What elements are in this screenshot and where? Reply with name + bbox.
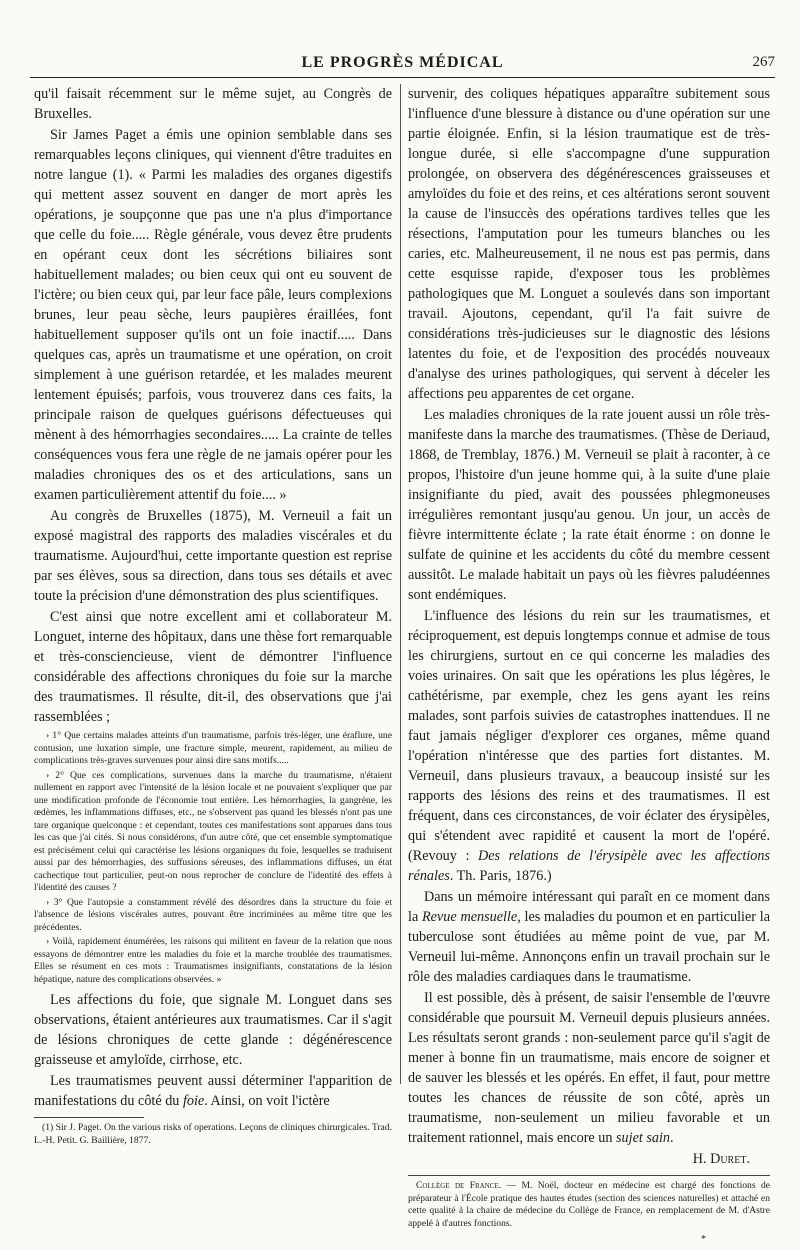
column-divider — [400, 84, 401, 1084]
running-header — [30, 54, 775, 78]
paragraph: C'est ainsi que notre excellent ami et collaborateur M. Longuet, interne des hôpitaux, dans une thèse fort remarquable et très-consciencieuse, vient de démontrer l'influence considérable des affections chroniques du foie sur la marche des traumatismes. Il résulte, dit-il, des observations que j'ai rassemblées ; — [34, 609, 392, 725]
journal-title: LE PROGRÈS MÉDICAL — [301, 54, 504, 71]
text-run: . — [670, 1130, 674, 1146]
news-item — [408, 1180, 770, 1230]
paragraph — [34, 1071, 392, 1111]
paragraph: Au congrès de Bruxelles (1875), M. Verneuil a fait un exposé magistral des rapports des maladies viscérales et du traumatisme. Aujourd'hui, cette importante question est reprise par ses élèves, sous sa direction, dans tous ses détails et avec toute la précision d'une démonstration des plus scientifiques. — [34, 508, 392, 604]
paragraph: Les maladies chroniques de la rate jouent aussi un rôle très-manifeste dans la marche des traumatismes. (Thèse de Deriaud, 1868, de Tremblay, 1876.) M. Verneuil se plait à raconter, à ce propos, l'histoire d'un jeune homme qui, à la suite d'une plaie insignifiante du pied, avait des poussées phlegmoneuses irrégulières remontant jusqu'au genou. Un jour, un accès de fièvre intermittente éclate ; la rate était énorme : on donne le sulfate de quinine et les accidents du côté du membre cessent aussitôt. Le malade habitait un pays où les fièvres paludéennes sont endémiques. — [408, 407, 770, 603]
paragraph — [408, 606, 770, 886]
author-signature: H. Duret. — [692, 1151, 750, 1167]
quoted-item: › Voilà, rapidement énumérées, les raisons qui militent en faveur de la relation que nous essayons de démontrer entre les maladies du foie et la marche troublée des traumatismes. Elles se résument en ces mots : Traumatismes insignifiants, constatations de la lésion hépatique, nature des complications observées. » — [34, 936, 392, 985]
text-run: L'influence des lésions du rein sur les traumatismes, et réciproquement, est depuis longtemps connue et admise de tous les chirurgiens, surtout en ce qui concerne les maladies des voies urinaires. On sait que les opérations les plus légères, le cathétérisme, par exemple, chez les gens ayant les reins malades, sont parfois suivies de catastrophes inattendues. Il ne faut jamais négliger d'explorer ces organes, même quand l'opération n'intéresse que des parties fort distantes. M. Verneuil, dans plusieurs travaux, a beaucoup insisté sur les rapports des lésions des reins et des traumatismes. Il est fréquent, dans ces circonstances, de voir éclater des érysipèles, qui s'étendent avec rapidité et causent la mort de l'opéré. (Revouy : — [408, 608, 770, 864]
paragraph: qu'il faisait récemment sur le même sujet, au Congrès de Bruxelles. — [34, 86, 392, 122]
end-mark: * — [701, 1234, 706, 1245]
paragraph: Les affections du foie, que signale M. Longuet dans ses observations, étaient antérieures aux traumatismes. Car il s'agit de lésions chroniques de cette glande : dégénérescence graisseuse et amyloïde, cirrhose, etc. — [34, 992, 392, 1068]
paragraph: Sir James Paget a émis une opinion semblable dans ses remarquables leçons cliniques, qui viennent d'être traduites en notre langue (1). « Parmi les maladies des organes digestifs qui mettent assez souvent en danger de mort après les opérations, je soupçonne que pas une n'a plus d'importance que celle du foie..... Règle générale, vous devez être prudents en opérant ceux dont les sécrétions biliaires sont habituellement malades; ou bien ceux qui ont eu souvent de l'ictère; ou bien ceux qui, par leur face pâle, leurs complexions brunes, leur peau sèche, leurs paupières éraillées, font habituellement supposer qu'ils ont un foie inactif..... Dans quelques cas, après un traumatisme et une opération, on croit simplement à une guérison retardée, et les malades meurent lentement épuisés; parfois, vous trouverez dans ces faits, la principale raison de quelques guérisons défectueuses qui mènent à des hémorrhagies secondaires..... La crainte de telles conséquences vous fera une règle de ne jamais opérer pour les maladies chroniques des os et des articulations, sans un examen particulièrement attentif du foie.... » — [34, 127, 392, 503]
italic-run: Revue mensuelle — [422, 909, 518, 925]
right-column — [408, 84, 770, 1250]
text-run: , les maladies du poumon et en particulier la tuberculose sont étudiées au même point de vue, par M. Verneuil lui-même. Annonçons enfin un travail prochain sur le rôle des maladies cardiaques dans le traumatisme. — [408, 909, 770, 985]
quoted-item: › 2° Que ces complications, survenues dans la marche du traumatisme, n'étaient nullement en rapport avec l'intensité de la lésion locale et ne pouvaient s'expliquer que par une modification profonde de l'économie tout entière. Les hémorrhagies, la gangrène, les œdèmes, les inflammations diffuses, etc., ne s'observent pas quand les blessés n'ont pas une tare organique quelconque : et cependant, toutes ces manifestations sont apparues dans tous les cas que j'ai cités. Si nous considérons, d'un autre côté, que cet ensemble symptomatique est précisément celui qui caractérise les lésions organiques du foie, lesquelles se traduisent aussi par des hémorrhagies, des suffusions séreuses, des inflammations diffuses, un état cachectique tout particulier, peut-on nous reprocher de conclure de l'identité des effets à l'identité des causes ? — [34, 769, 392, 893]
text-run: . Ainsi, on voit l'ictère — [204, 1093, 330, 1109]
italic-run: foie — [182, 1093, 205, 1109]
news-heading: Collège de France. — [416, 1180, 502, 1191]
text-run: . Th. Paris, 1876.) — [449, 868, 552, 884]
left-column — [34, 84, 392, 1147]
footnote-rule — [34, 1117, 144, 1118]
news-text: — M. Noël, docteur en médecine est chargé des fonctions de préparateur à l'École pratique des hautes études (section des sciences naturelles) et attaché en cette qualité à la chaire de médecine du Collège de France, en remplacement de M. d'Astre appelé à d'autres fonctions. — [408, 1180, 771, 1229]
quoted-conclusions — [34, 730, 392, 986]
text-run: Les traumatismes peuvent aussi déterminer l'apparition de manifestations du côté du — [34, 1073, 392, 1109]
text-run: Dans un mémoire intéressant qui paraît en ce moment dans la — [408, 889, 770, 925]
quoted-item: › 1° Que certains malades atteints d'un traumatisme, parfois très-léger, une éraflure, une contusion, une luxation simple, une fracture simple, meurent, rapidement, au milieu de complications très-graves survenues pour ainsi dire sans motifs..... — [34, 730, 392, 766]
italic-run: Des relations de l'érysipèle avec les affections rénales — [408, 848, 770, 884]
paragraph: survenir, des coliques hépatiques apparaître subitement sous l'influence d'une blessure à distance ou d'une opération sur une partie éloignée. Enfin, si la lésion traumatique est de très-longue durée, si elle s'accompagne d'une suppuration prolongée, on observera des dégénérescences graisseuses et amyloïdes du foie et des reins, et ces altérations seront souvent la cause de l'insuccès des opérations tardives telles que les résections, l'amputation pour les tumeurs blanches ou les caries, etc. Malheureusement, il ne nous est pas permis, dans cette esquisse rapide, d'exposer tous les problèmes pathologiques que M. Longuet a soulevés dans son important travail. Ajoutons, cependant, qu'il l'a fait suivre de considérations très-judicieuses sur le diagnostic des lésions latentes du foie, et de l'exposition des procédés nouveaux d'analyse des urines pathologiques, qui servent à déceler les affections peu apparentes de cet organe. — [408, 86, 770, 402]
italic-run: sujet sain — [616, 1130, 671, 1146]
text-run: Il est possible, dès à présent, de saisir l'ensemble de l'œuvre considérable que poursuit M. Verneuil depuis plusieurs années. Les résultats seront grands : non-seulement parce qu'il s'agit de mener à bonne fin un traumatisme, mais encore de soigner et de sauver les blessés et les opérés. En effet, il faut, pour mettre toutes les chances de réussite de son côté, après un traumatisme, non-seulement un milieu favorable et un traitement rationnel, mais encore un — [408, 990, 770, 1146]
paragraph — [408, 887, 770, 987]
quoted-item: › 3° Que l'autopsie a constamment révélé des désordres dans la structure du foie et l'absence de lésions viscérales autres, pouvant être incriminées au même titre que les précédentes. — [34, 896, 392, 933]
paragraph — [408, 988, 770, 1148]
page-number: 267 — [752, 54, 775, 70]
footnote: (1) Sir J. Paget. On the various risks of operations. Leçons de cliniques chirurgicales. Trad. L.-H. Petit. G. Baillière, 1877. — [34, 1122, 392, 1146]
section-rule — [408, 1175, 770, 1176]
